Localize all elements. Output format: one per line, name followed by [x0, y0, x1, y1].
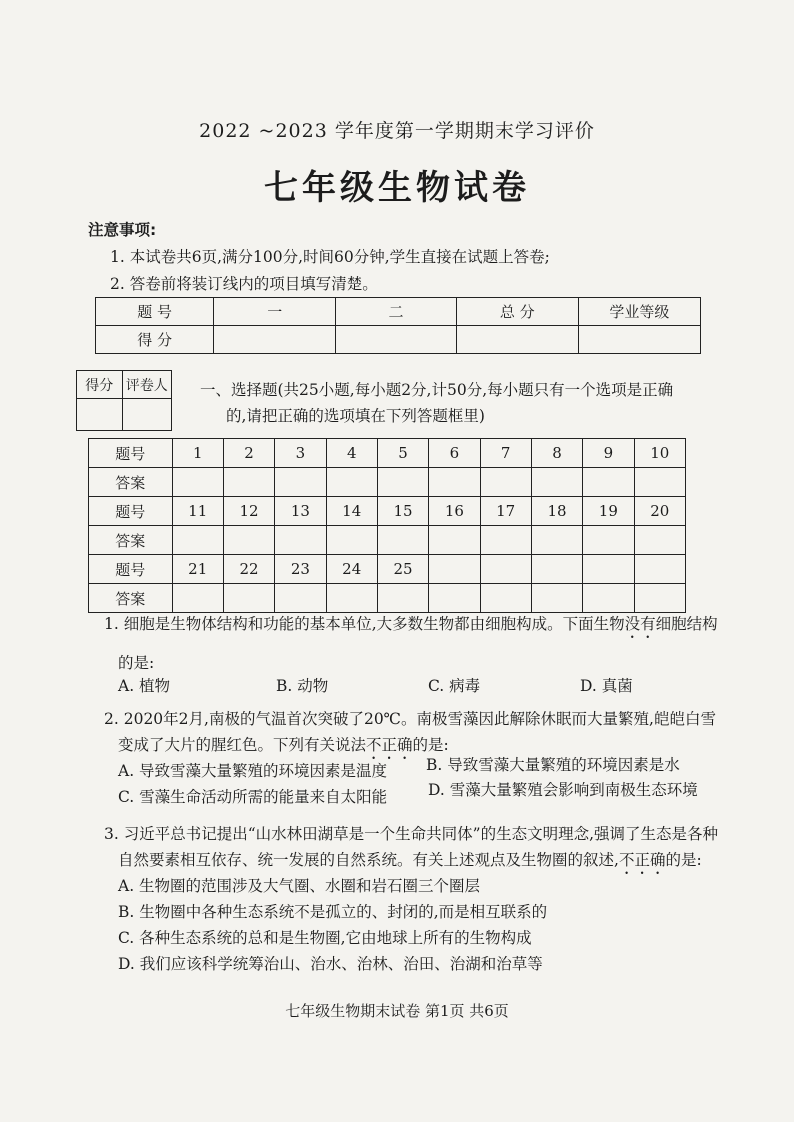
answer-grid-qno-label: 题号	[89, 439, 173, 468]
answer-grid-qno-cell: 3	[275, 439, 326, 468]
answer-cell[interactable]	[634, 468, 685, 497]
emphasis-keyword: 不正确	[366, 736, 413, 754]
answer-cell[interactable]	[326, 584, 377, 613]
score-cell[interactable]	[336, 326, 456, 354]
question-2-option-d[interactable]: D. 雪藻大量繁殖会影响到南极生态环境	[428, 781, 698, 799]
score-table-label-score: 得 分	[96, 326, 214, 354]
answer-cell[interactable]	[275, 526, 326, 555]
answer-grid-qno-cell: 2	[223, 439, 274, 468]
answer-grid	[88, 438, 686, 613]
answer-cell[interactable]	[377, 526, 428, 555]
answer-grid-qno-cell: 6	[429, 439, 480, 468]
answer-grid-qno-cell: 20	[634, 497, 685, 526]
question-2-stem-line2: 变成了大片的腥红色。下列有关说法不正确的是:	[118, 736, 449, 754]
answer-cell[interactable]	[634, 584, 685, 613]
answer-cell[interactable]	[377, 468, 428, 497]
answer-grid-qno-cell	[531, 555, 582, 584]
score-table-header-grade: 学业等级	[578, 298, 700, 326]
question-2-option-c[interactable]: C. 雪藻生命活动所需的能量来自太阳能	[118, 788, 388, 806]
question-3-option-c[interactable]: C. 各种生态系统的总和是生物圈,它由地球上所有的生物构成	[118, 929, 532, 947]
answer-grid-qno-cell: 19	[583, 497, 634, 526]
notice-item-1: 1. 本试卷共6页,满分100分,时间60分钟,学生直接在试题上答卷;	[110, 248, 550, 266]
question-3-option-b[interactable]: B. 生物圈中各种生态系统不是孤立的、封闭的,而是相互联系的	[118, 903, 548, 921]
answer-grid-qno-label: 题号	[89, 555, 173, 584]
answer-cell[interactable]	[377, 584, 428, 613]
page-footer: 七年级生物期末试卷 第1页 共6页	[285, 1002, 509, 1020]
answer-grid-qno-cell: 22	[223, 555, 274, 584]
answer-grid-qno-cell: 24	[326, 555, 377, 584]
question-3-option-a[interactable]: A. 生物圈的范围涉及大气圈、水圈和岩石圈三个圈层	[118, 877, 481, 895]
question-1-option-c[interactable]: C. 病毒	[428, 677, 481, 695]
question-3-stem-line2: 自然要素相互依存、统一发展的自然系统。有关上述观点及生物圈的叙述,不正确的是:	[118, 851, 702, 869]
section1-heading-line1: 一、选择题(共25小题,每小题2分,计50分,每小题只有一个选项是正确	[200, 381, 674, 399]
answer-cell[interactable]	[583, 526, 634, 555]
answer-cell[interactable]	[583, 468, 634, 497]
answer-grid-answer-label: 答案	[89, 584, 173, 613]
answer-grid-qno-cell: 18	[531, 497, 582, 526]
answer-grid-qno-cell: 8	[531, 439, 582, 468]
answer-grid-qno-cell: 23	[275, 555, 326, 584]
answer-cell[interactable]	[634, 526, 685, 555]
answer-grid-qno-cell	[634, 555, 685, 584]
question-1-stem-line1	[104, 612, 718, 642]
answer-cell[interactable]	[172, 584, 223, 613]
exam-subject-title: 七年级生物试卷	[264, 168, 530, 208]
answer-cell[interactable]	[223, 468, 274, 497]
answer-grid-answer-label: 答案	[89, 526, 173, 555]
answer-grid-qno-cell: 11	[172, 497, 223, 526]
answer-grid-qno-cell: 5	[377, 439, 428, 468]
score-table-header-part2: 二	[336, 298, 456, 326]
emphasis-keyword: 没有	[624, 615, 656, 633]
answer-cell[interactable]	[429, 468, 480, 497]
answer-cell[interactable]	[480, 468, 531, 497]
answer-cell[interactable]	[275, 584, 326, 613]
answer-grid-qno-cell: 15	[377, 497, 428, 526]
answer-grid-qno-cell: 7	[480, 439, 531, 468]
answer-grid-qno-cell: 17	[480, 497, 531, 526]
grader-name-cell[interactable]	[122, 399, 171, 431]
answer-grid-qno-cell: 25	[377, 555, 428, 584]
answer-cell[interactable]	[429, 584, 480, 613]
question-2-option-b[interactable]: B. 导致雪藻大量繁殖的环境因素是水	[426, 756, 680, 774]
answer-grid-qno-cell: 21	[172, 555, 223, 584]
grader-box	[76, 370, 172, 431]
answer-grid-qno-cell	[480, 555, 531, 584]
answer-grid-qno-cell: 12	[223, 497, 274, 526]
score-cell[interactable]	[578, 326, 700, 354]
answer-cell[interactable]	[223, 526, 274, 555]
answer-cell[interactable]	[531, 526, 582, 555]
score-cell[interactable]	[214, 326, 336, 354]
section1-heading-line2: 的,请把正确的选项填在下列答题框里)	[226, 407, 485, 425]
grader-score-cell[interactable]	[77, 399, 123, 431]
question-2-option-a[interactable]: A. 导致雪藻大量繁殖的环境因素是温度	[118, 762, 388, 780]
answer-grid-qno-cell	[429, 555, 480, 584]
answer-cell[interactable]	[172, 468, 223, 497]
answer-grid-qno-cell: 4	[326, 439, 377, 468]
question-1-option-a[interactable]: A. 植物	[118, 677, 171, 695]
answer-grid-qno-cell: 10	[634, 439, 685, 468]
question-1-option-d[interactable]: D. 真菌	[580, 677, 633, 695]
exam-year-title: 2022 ~2023 学年度第一学期期末学习评价	[199, 120, 595, 142]
question-1-stem-line2: 的是:	[118, 654, 155, 672]
grader-box-score-label: 得分	[77, 371, 123, 399]
answer-grid-qno-cell: 13	[275, 497, 326, 526]
score-table-header-part1: 一	[214, 298, 336, 326]
notice-label: 注意事项:	[88, 221, 157, 239]
answer-grid-qno-cell: 9	[583, 439, 634, 468]
answer-grid-qno-label: 题号	[89, 497, 173, 526]
answer-cell[interactable]	[223, 584, 274, 613]
answer-grid-answer-label: 答案	[89, 468, 173, 497]
emphasis-keyword: 不正确	[618, 851, 666, 869]
question-3-option-d[interactable]: D. 我们应该科学统筹治山、治水、治林、治田、治湖和治草等	[118, 955, 543, 973]
answer-cell[interactable]	[480, 526, 531, 555]
answer-grid-qno-cell: 14	[326, 497, 377, 526]
question-1-stem-text: 1. 细胞是生物体结构和功能的基本单位,大多数生物都由细胞构成。下面生物没有细胞结构	[104, 615, 718, 633]
answer-cell[interactable]	[531, 584, 582, 613]
answer-grid-qno-cell: 1	[172, 439, 223, 468]
answer-cell[interactable]	[583, 584, 634, 613]
score-cell[interactable]	[456, 326, 578, 354]
answer-cell[interactable]	[172, 526, 223, 555]
score-table-header-qno: 题 号	[96, 298, 214, 326]
question-1-option-b[interactable]: B. 动物	[276, 677, 329, 695]
answer-cell[interactable]	[531, 468, 582, 497]
answer-cell[interactable]	[429, 526, 480, 555]
answer-cell[interactable]	[275, 468, 326, 497]
question-2-stem-line1: 2. 2020年2月,南极的气温首次突破了20℃。南极雪藻因此解除休眠而大量繁殖,皑皑白雪	[104, 710, 716, 728]
answer-grid-qno-cell: 16	[429, 497, 480, 526]
score-table	[95, 297, 701, 354]
answer-grid-qno-cell	[583, 555, 634, 584]
answer-cell[interactable]	[480, 584, 531, 613]
question-3-stem-line1: 3. 习近平总书记提出“山水林田湖草是一个生命共同体”的生态文明理念,强调了生态是各种	[104, 825, 718, 843]
grader-box-grader-label: 评卷人	[122, 371, 171, 399]
score-table-header-total: 总 分	[456, 298, 578, 326]
answer-cell[interactable]	[326, 526, 377, 555]
answer-cell[interactable]	[326, 468, 377, 497]
notice-item-2: 2. 答卷前将装订线内的项目填写清楚。	[110, 275, 378, 293]
